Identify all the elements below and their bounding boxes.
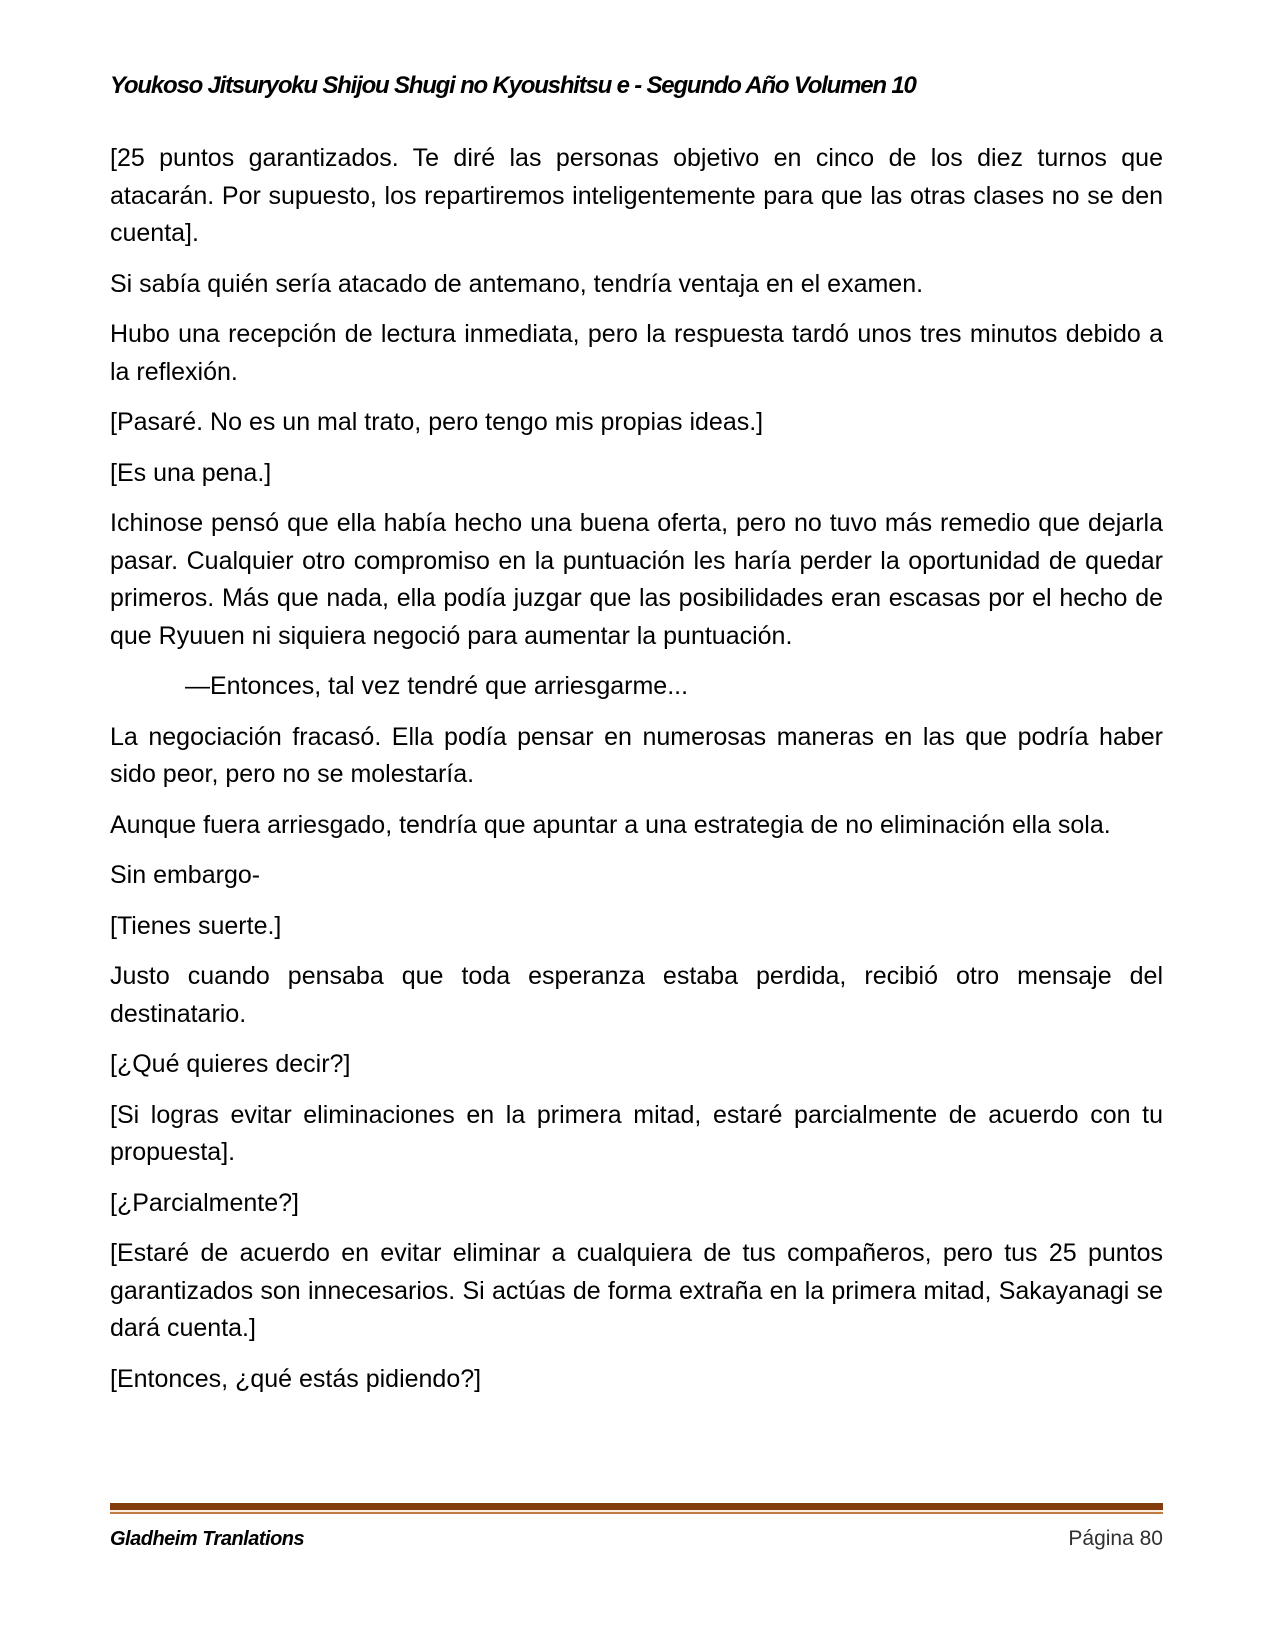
paragraph: [Entonces, ¿qué estás pidiendo?] bbox=[110, 1364, 482, 1393]
paragraph: La negociación fracasó. Ella podía pensar en numerosas maneras en las que podría haber sido peor, pero no se molestaría. bbox=[110, 722, 1163, 788]
paragraph: Si sabía quién sería atacado de antemano, tendría ventaja en el examen. bbox=[110, 269, 924, 298]
footer-divider-rule bbox=[110, 1503, 1163, 1514]
paragraph: [¿Parcialmente?] bbox=[110, 1188, 299, 1217]
paragraph: Justo cuando pensaba que toda esperanza estaba perdida, recibió otro mensaje del destinatario. bbox=[110, 962, 1163, 1028]
footer-row bbox=[110, 1527, 1163, 1551]
paragraph: Ichinose pensó que ella había hecho una buena oferta, pero no tuvo más remedio que dejarla pasar. Cualquier otro compromiso en la puntuación les haría perder la oportunidad de quedar primeros. Más que nada, ella podía juzgar que las posibilidades eran escasas por el hecho de que Ryuuen ni siquiera negoció para aumentar la puntuación. bbox=[110, 509, 1163, 650]
paragraph: [Pasaré. No es un mal trato, pero tengo mis propias ideas.] bbox=[110, 408, 764, 436]
paragraph: Sin embargo- bbox=[110, 861, 261, 889]
paragraph: [25 puntos garantizados. Te diré las personas objetivo en cinco de los diez turnos que atacarán. Por supuesto, los repartiremos inteligentemente para que las otras clases no se den cuenta]. bbox=[110, 144, 1163, 247]
body-text bbox=[110, 140, 1163, 1398]
page-footer bbox=[110, 1503, 1163, 1551]
paragraph: [Es una pena.] bbox=[110, 458, 272, 487]
paragraph: [Estaré de acuerdo en evitar eliminar a cualquiera de tus compañeros, pero tus 25 puntos garantizados son innecesarios. Si actúas de forma extraña en la primera mitad, Sakayanagi se dará cuenta.] bbox=[110, 1239, 1163, 1342]
paragraph: [Tienes suerte.] bbox=[110, 911, 282, 940]
translator-credit: Gladheim Tranlations bbox=[110, 1528, 305, 1550]
paragraph: Aunque fuera arriesgado, tendría que apuntar a una estrategia de no eliminación ella sola. bbox=[110, 810, 1111, 839]
paragraph: [¿Qué quieres decir?] bbox=[110, 1050, 351, 1078]
page-number: Página 80 bbox=[1068, 1527, 1163, 1550]
paragraph: Hubo una recepción de lectura inmediata, pero la respuesta tardó unos tres minutos debido a la reflexión. bbox=[110, 320, 1163, 386]
page-content bbox=[110, 71, 1163, 1411]
paragraph-indented: —Entonces, tal vez tendré que arriesgarme... bbox=[185, 672, 689, 700]
paragraph: [Si logras evitar eliminaciones en la primera mitad, estaré parcialmente de acuerdo con tu propuesta]. bbox=[110, 1100, 1163, 1166]
document-title: Youkoso Jitsuryoku Shijou Shugi no Kyoushitsu e - Segundo Año Volumen 10 bbox=[110, 72, 916, 99]
